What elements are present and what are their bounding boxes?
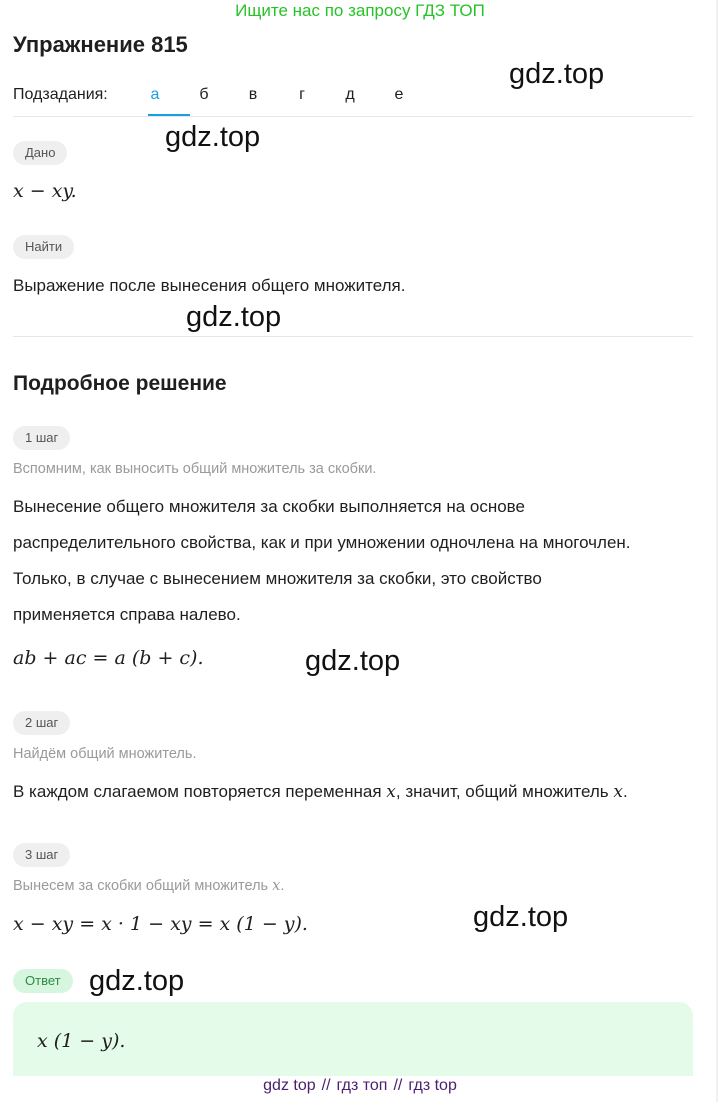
step-3-hint: [13, 878, 284, 894]
step-2-var-2: x: [613, 782, 623, 802]
watermark: gdz.top: [89, 965, 185, 997]
subtasks-divider: [13, 116, 693, 117]
given-badge: Дано: [13, 141, 67, 165]
page-title: Упражнение 815: [13, 32, 188, 57]
step-2-badge: 2 шаг: [13, 711, 70, 735]
tab-d[interactable]: д: [345, 86, 355, 103]
footer-link-2[interactable]: гдз топ: [336, 1077, 388, 1094]
step-2-var-1: x: [386, 782, 396, 802]
step-3-hint-text: Вынесем за скобки общий множитель: [13, 878, 273, 894]
watermark: gdz.top: [305, 645, 401, 677]
solution-title: Подробное решение: [13, 372, 227, 395]
answer-box: [13, 1002, 693, 1076]
step-1-line-3: Только, в случае с вынесением множителя за скобки, это свойство: [13, 569, 542, 588]
given-expression: x − xy.: [13, 180, 77, 202]
answer-expression: x (1 − y).: [37, 1030, 126, 1052]
watermark: gdz.top: [473, 901, 569, 933]
subtasks-label: Подзадания:: [13, 86, 108, 103]
step-2-text-before: В каждом слагаемом повторяется переменная: [13, 782, 387, 801]
step-1-line-2: распределительного свойства, как и при умножении одночлена на многочлен.: [13, 533, 631, 552]
step-1-hint: Вспомним, как выносить общий множитель за скобки.: [13, 461, 377, 477]
find-text: Выражение после вынесения общего множителя.: [13, 276, 406, 295]
given-divider: [13, 336, 693, 337]
step-2-text-middle: , значит, общий множитель: [395, 782, 614, 801]
watermark: gdz.top: [509, 58, 605, 90]
step-3-hint-var: x: [272, 878, 281, 894]
tab-a[interactable]: а: [150, 86, 160, 103]
step-2-text: [13, 782, 628, 802]
footer-separator: //: [393, 1077, 403, 1094]
step-2-hint: Найдём общий множитель.: [13, 746, 197, 762]
footer-link-3[interactable]: гдз top: [408, 1077, 457, 1094]
footer-links: [0, 1077, 720, 1095]
footer-separator: //: [321, 1077, 331, 1094]
tab-v[interactable]: в: [248, 86, 258, 103]
step-1-line-4: применяется справа налево.: [13, 605, 241, 624]
step-3-formula: x − xy = x · 1 − xy = x (1 − y).: [13, 913, 308, 935]
step-3-hint-end: .: [280, 878, 285, 894]
watermark: gdz.top: [165, 121, 261, 153]
tab-b[interactable]: б: [199, 86, 209, 103]
step-3-badge: 3 шаг: [13, 843, 70, 867]
page-edge-line: [716, 0, 718, 1102]
search-banner: Ищите нас по запросу ГДЗ ТОП: [235, 1, 485, 20]
footer-link-1[interactable]: gdz top: [263, 1077, 316, 1094]
tab-e[interactable]: е: [394, 86, 404, 103]
find-badge: Найти: [13, 235, 74, 259]
answer-badge: Ответ: [13, 969, 73, 993]
step-1-line-1: Вынесение общего множителя за скобки выполняется на основе: [13, 497, 525, 516]
step-1-formula: ab + ac = a (b + c).: [13, 647, 204, 669]
step-2-text-after: .: [622, 782, 628, 801]
tab-g[interactable]: г: [299, 86, 305, 103]
step-1-badge: 1 шаг: [13, 426, 70, 450]
watermark: gdz.top: [186, 301, 282, 333]
